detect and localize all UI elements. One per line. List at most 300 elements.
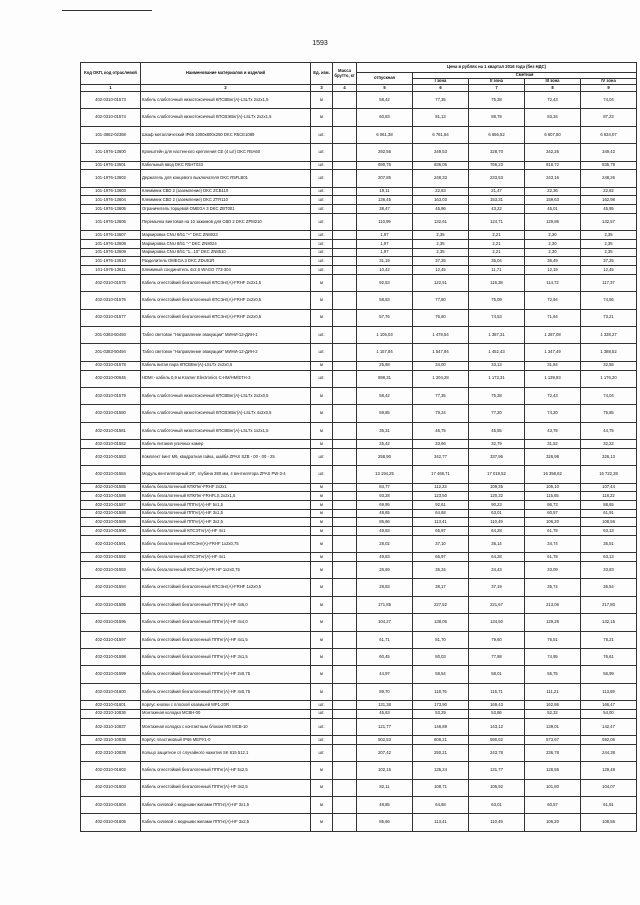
cell-code: 402-0310-01578 [81,361,141,370]
cell-code: 101-1976-13600 [81,144,141,161]
cell-zone-2-price: 34,43 [469,561,525,578]
table-row [81,596,637,613]
cell-mass [333,701,357,710]
table-row [81,326,637,343]
cell-name: Клеммный соединитель 4x2,5 WAGO 773-304 [141,266,311,275]
cell-zone-2-price: 109,35 [469,483,525,492]
table-row [81,274,637,291]
cell-zone-4-price: 104,07 [581,779,637,796]
cell-release-price: 84,77 [357,483,413,492]
cell-zone-2-price: 88,78 [469,109,525,126]
table-row [81,440,637,449]
cell-release-price: 10,42 [357,266,413,275]
cell-code: 402-0310-01603 [81,779,141,796]
cell-unit: м [311,405,333,422]
cell-zone-2-price: 115,71 [469,683,525,700]
cell-zone-4-price: 142,47 [581,718,637,735]
cell-zone-2-price: 243,78 [469,744,525,761]
cell-zone-1-price: 65,97 [413,553,469,562]
cell-zone-3-price: 45,01 [525,205,581,214]
cell-zone-1-price: 836,05 [413,161,469,170]
cell-release-price: 102,15 [357,762,413,779]
cell-mass [333,205,357,214]
cell-name: Держатель для концевого выключателя DKC R5FLB01 [141,170,311,187]
cell-unit: шт. [311,231,333,240]
cell-code: 402-3310-10837 [81,718,141,735]
cell-release-price: 690,76 [357,161,413,170]
cell-name: Маркировка CNU 8/51 "-" DKC ZN8024 [141,239,311,248]
cell-zone-1-price: 64,68 [413,509,469,518]
cell-zone-2-price: 79,60 [469,631,525,648]
table-row [81,239,637,248]
table-row [81,718,637,735]
table-row [81,709,637,718]
cell-code: 402-0310-01604 [81,796,141,813]
table-row [81,213,637,230]
cell-zone-3-price: 60,57 [525,796,581,813]
cell-name: Кабель безгалогенный КПСЭнг(А)-FRHF 1x2x0,75 [141,535,311,552]
cell-release-price: 1 105,03 [357,326,413,343]
cell-zone-3-price: 213,06 [525,596,581,613]
cell-release-price: 58,42 [357,92,413,109]
cell-unit: шт. [311,344,333,361]
cell-release-price: 1,97 [357,248,413,257]
cell-zone-3-price: 2,30 [525,231,581,240]
cell-zone-1-price: 113,41 [413,518,469,527]
table-row [81,614,637,631]
cell-zone-1-price: 37,26 [413,257,469,266]
cell-unit: шт. [311,326,333,343]
cell-unit: шт. [311,126,333,143]
cell-unit: шт. [311,370,333,387]
cell-zone-2-price: 75,09 [469,292,525,309]
table-row [81,205,637,214]
table-row [81,701,637,710]
table-row [81,448,637,465]
cell-mass [333,161,357,170]
cell-zone-3-price: 22,36 [525,187,581,196]
cell-zone-1-price: 608,21 [413,736,469,745]
cell-name: Модуль вентиляторный 19", глубина 380 мм, 4 вентилятора ZPAS PW-3-4 [141,466,311,483]
cell-mass [333,518,357,527]
cell-mass [333,736,357,745]
cell-zone-3-price: 159,63 [525,196,581,205]
cell-name: Монтажная колодка с контактным блоком МО МСВ-10 [141,718,311,735]
cell-release-price: 207,85 [357,170,413,187]
cell-zone-1-price: 112,23 [413,483,469,492]
cell-zone-3-price: 126,55 [525,762,581,779]
cell-unit: м [311,483,333,492]
cell-name: Перемычка винтовая на 10 зажимов для CBD 2 DKC ZPM210 [141,213,311,230]
cell-name: Кабель слаботочный низкотоксичный КПСВВнг(А)-LSLTx 1x2x1,5 [141,422,311,439]
cell-mass [333,492,357,501]
cell-zone-4-price: 132,57 [581,213,637,230]
cell-zone-4-price: 74,04 [581,92,637,109]
cell-code: 402-0310-01597 [81,631,141,648]
cell-zone-4-price: 88,65 [581,501,637,510]
cell-zone-1-price: 118,76 [413,683,469,700]
header-price-title: Цена в рублях на 1 квартал 2016 года (без НДС) [357,63,637,73]
cell-name: Кабель огнестойкий безгалогенный ППГнг(А)-HF 4x1,5 [141,631,311,648]
cell-mass [333,292,357,309]
cell-unit: м [311,553,333,562]
header-code: Код ОКП, код отраслевой [81,63,141,85]
cell-zone-3-price: 33,09 [525,561,581,578]
cell-unit: м [311,683,333,700]
cell-name: Кабель огнестойкий безгалогенный КПСЭнг(А)-FRHF 1x2x0,5 [141,579,311,596]
cell-unit: м [311,796,333,813]
cell-code: 402-0310-01579 [81,387,141,404]
cell-unit: м [311,492,333,501]
cell-release-price: 13 194,25 [357,466,413,483]
cell-code: 402-0310-01587 [81,501,141,510]
cell-release-price: 48,65 [357,509,413,518]
cell-zone-1-price: 38,17 [413,579,469,596]
cell-zone-4-price: 76,61 [581,649,637,666]
cell-code: 101-1976-13606 [81,213,141,230]
cell-release-price: 49,83 [357,553,413,562]
cell-zone-3-price: 12,19 [525,266,581,275]
table-row [81,744,637,761]
table-row [81,109,637,126]
cell-name: Кабель огнестойкий безгалогенный ППГнг(А)-HF 4x6,0 [141,596,311,613]
cell-zone-1-price: 2,35 [413,239,469,248]
cell-zone-2-price: 110,49 [469,518,525,527]
cell-zone-3-price: 72,94 [525,292,581,309]
cell-zone-3-price: 71,64 [525,309,581,326]
cell-name: HDMI - кабель 0,9 м Kramer Electronics C-HM/HM/ETH-3 [141,370,311,387]
column-index: 1 [81,85,141,92]
cell-name: Кабель безгалогенный ППГнг(А)-HF 3x1,5 [141,509,311,518]
cell-release-price: 92,53 [357,274,413,291]
cell-code: 402-0310-01592 [81,553,141,562]
cell-release-price: 1,97 [357,231,413,240]
table-row [81,292,637,309]
cell-zone-2-price: 143,12 [469,718,525,735]
cell-zone-3-price: 74,20 [525,405,581,422]
cell-zone-4-price: 1 176,20 [581,370,637,387]
cell-code: 402-0310-01583 [81,448,141,465]
cell-mass [333,239,357,248]
cell-zone-1-price: 122,51 [413,274,469,291]
cell-code: 101-1976-13603 [81,187,141,196]
cell-zone-3-price: 1 347,49 [525,344,581,361]
cell-release-price: 35,31 [357,422,413,439]
cell-zone-4-price: 61,91 [581,509,637,518]
cell-mass [333,248,357,257]
cell-release-price: 110,99 [357,213,413,230]
cell-zone-4-price: 87,23 [581,109,637,126]
cell-zone-1-price: 349,53 [413,144,469,161]
table-row [81,483,637,492]
cell-mass [333,579,357,596]
cell-zone-4-price: 244,38 [581,744,637,761]
cell-zone-2-price: 17 019,52 [469,466,525,483]
cell-zone-1-price: 2,35 [413,248,469,257]
cell-mass [333,466,357,483]
table-row [81,553,637,562]
cell-zone-3-price: 43,78 [525,422,581,439]
cell-zone-4-price: 1 338,27 [581,326,637,343]
header-zone-3: III зона [525,79,581,85]
cell-unit: м [311,518,333,527]
cell-zone-1-price: 250,21 [413,744,469,761]
cell-zone-2-price: 74,53 [469,309,525,326]
cell-unit: м [311,387,333,404]
cell-code: 402-0310-01602 [81,762,141,779]
cell-zone-1-price: 123,50 [413,492,469,501]
cell-name: Монтажная колодка MCBH-00 [141,709,311,718]
cell-name: Маркировка CNU 8/51 "1...10" DKC ZN8510 [141,248,311,257]
cell-name: Разделитель OMEGA 3 DKC ZDU61R [141,257,311,266]
cell-zone-4-price: 2,35 [581,231,637,240]
cell-zone-2-price: 2,21 [469,239,525,248]
cell-release-price: 171,85 [357,596,413,613]
cell-zone-3-price: 101,80 [525,779,581,796]
table-row [81,814,637,831]
cell-name: Кабель безгалогенный ППГнг(А)-HF 3x2,5 [141,518,311,527]
cell-unit: шт. [311,257,333,266]
cell-zone-4-price: 2,35 [581,248,637,257]
cell-zone-2-price: 221,67 [469,596,525,613]
cell-unit: м [311,596,333,613]
cell-zone-3-price: 139,01 [525,718,581,735]
cell-code: 402-0310-01584 [81,466,141,483]
cell-mass [333,666,357,683]
cell-zone-4-price: 73,21 [581,309,637,326]
cell-name: Кронштейн для настенного крепления CE (4 шт) DKC R5A60 [141,144,311,161]
cell-mass [333,762,357,779]
cell-zone-2-price: 2,21 [469,248,525,257]
cell-release-price: 85,66 [357,518,413,527]
cell-zone-3-price: 55,75 [525,666,581,683]
cell-zone-4-price: 12,45 [581,266,637,275]
table-row [81,518,637,527]
cell-name: Кабель огнестойкий безгалогенный ППГнг(А)-HF 3x2,5 [141,779,311,796]
cell-release-price: 1 157,84 [357,344,413,361]
cell-mass [333,649,357,666]
table-row [81,161,637,170]
cell-zone-1-price: 65,97 [413,527,469,536]
cell-zone-4-price: 56,99 [581,666,637,683]
cell-zone-3-price: 129,28 [525,614,581,631]
cell-release-price: 57,76 [357,309,413,326]
cell-zone-4-price: 63,13 [581,527,637,536]
cell-zone-4-price: 118,22 [581,492,637,501]
table-row [81,492,637,501]
page-number: 1593 [312,40,328,47]
cell-unit: шт. [311,709,333,718]
cell-release-price: 258,90 [357,448,413,465]
cell-mass [333,405,357,422]
cell-mass [333,266,357,275]
cell-unit: шт. [311,701,333,710]
cell-mass [333,387,357,404]
cell-name: Клеммник CBD 2 (заземление) DKC ZCB110 [141,187,311,196]
cell-zone-3-price: 106,20 [525,814,581,831]
cell-zone-2-price: 37,19 [469,579,525,596]
cell-release-price: 502,53 [357,736,413,745]
column-index: 2 [141,85,311,92]
cell-code: 402-0310-01595 [81,596,141,613]
cell-zone-3-price: 342,26 [525,144,581,161]
cell-zone-1-price: 113,41 [413,814,469,831]
cell-zone-1-price: 1 204,28 [413,370,469,387]
cell-name: Комплект винт М6, квадратная гайка, шайба ZPAS SZB - 00 - 00 - 25 [141,448,311,465]
cell-zone-4-price: 16 722,38 [581,466,637,483]
cell-mass [333,744,357,761]
cell-zone-1-price: 79,24 [413,405,469,422]
table-row [81,527,637,536]
cell-name: Кабель огнестойкий безгалогенный ППГнг(А)-HF 5x2,5 [141,762,311,779]
cell-mass [333,614,357,631]
cell-name: Кабель безгалогенный ППГнг(А)-HF 5x1,5 [141,501,311,510]
cell-code: 402-0310-01599 [81,666,141,683]
column-index-row [81,85,637,92]
cell-zone-3-price: 36,49 [525,257,581,266]
cell-code: 201-0383-50493 [81,326,141,343]
table-row [81,683,637,700]
cell-zone-3-price: 2,30 [525,239,581,248]
cell-mass [333,596,357,613]
header-unit: Ед. изм. [311,63,333,85]
cell-zone-1-price: 35,34 [413,561,469,578]
table-row [81,387,637,404]
cell-code: 402-3310-10839 [81,744,141,761]
cell-mass [333,109,357,126]
cell-zone-3-price: 61,78 [525,553,581,562]
cell-zone-3-price: 1 287,08 [525,326,581,343]
cell-zone-1-price: 6 781,84 [413,126,469,143]
table-row [81,266,637,275]
cell-name: Кабель огнестойкий безгалогенный ППГнг(А)-HF 4x0,75 [141,683,311,700]
cell-zone-4-price: 36,54 [581,579,637,596]
cell-release-price: 89,70 [357,683,413,700]
cell-zone-4-price: 108,56 [581,814,637,831]
cell-mass [333,561,357,578]
cell-zone-2-price: 2,21 [469,231,525,240]
cell-unit: шт. [311,448,333,465]
cell-zone-4-price: 44,75 [581,422,637,439]
cell-unit: м [311,561,333,578]
cell-mass [333,361,357,370]
cell-zone-1-price: 138,05 [413,614,469,631]
column-index: 4 [333,85,357,92]
cell-mass [333,779,357,796]
cell-zone-2-price: 131,77 [469,762,525,779]
cell-zone-2-price: 153,31 [469,196,525,205]
cell-mass [333,501,357,510]
cell-zone-2-price: 233,53 [469,170,525,187]
cell-zone-3-price: 129,86 [525,213,581,230]
price-table [80,62,637,832]
cell-mass [333,370,357,387]
cell-zone-3-price: 243,16 [525,170,581,187]
cell-zone-1-price: 80,03 [413,649,469,666]
cell-zone-3-price: 573,67 [525,736,581,745]
cell-zone-4-price: 217,80 [581,596,637,613]
cell-zone-2-price: 33,13 [469,361,525,370]
cell-zone-2-price: 32,79 [469,440,525,449]
table-row [81,361,637,370]
cell-zone-1-price: 227,52 [413,596,469,613]
cell-zone-2-price: 110,49 [469,814,525,831]
cell-zone-4-price: 32,22 [581,440,637,449]
cell-zone-1-price: 77,35 [413,92,469,109]
cell-release-price: 44,97 [357,666,413,683]
cell-zone-1-price: 81,70 [413,631,469,648]
cell-release-price: 61,71 [357,631,413,648]
table-body [81,92,637,832]
cell-name: Кабель огнестойкий безгалогенный КПСЭнг(А)-FRHF 2x2x0,5 [141,309,311,326]
cell-zone-2-price: 1 452,43 [469,344,525,361]
cell-release-price: 136,45 [357,196,413,205]
cell-zone-2-price: 105,92 [469,779,525,796]
table-row [81,501,637,510]
cell-zone-4-price: 78,21 [581,631,637,648]
cell-release-price: 19,11 [357,187,413,196]
cell-zone-2-price: 75,38 [469,92,525,109]
table-row [81,92,637,109]
cell-name: Табло световое "Направление эвакуации" МИНИ-12-ДИН-1 [141,326,311,343]
cell-unit: м [311,579,333,596]
cell-unit: м [311,509,333,518]
cell-name: Кабель питания уличных камер [141,440,311,449]
cell-zone-3-price: 83,34 [525,109,581,126]
cell-mass [333,422,357,439]
cell-zone-3-price: 31,52 [525,440,581,449]
cell-zone-1-price: 92,61 [413,501,469,510]
cell-zone-1-price: 34,00 [413,361,469,370]
cell-mass [333,709,357,718]
cell-zone-4-price: 32,55 [581,361,637,370]
cell-zone-3-price: 2,30 [525,248,581,257]
cell-mass [333,213,357,230]
cell-name: Кабельный ввод DKC R5HT033 [141,161,311,170]
cell-code: 101-1976-13602 [81,170,141,187]
cell-name: Кабель огнестойкий безгалогенный ППГнг(А)-HF 4x4,0 [141,614,311,631]
cell-mass [333,535,357,552]
cell-zone-3-price: 31,84 [525,361,581,370]
cell-release-price: 104,27 [357,614,413,631]
cell-name: Кабель огнестойкий безгалогенный КПСЭнг(А)-FRHF 2x2x1,5 [141,274,311,291]
table-row [81,196,637,205]
cell-name: Кабель слаботочный низкотоксичный КПСВЭВнг(А)-LSLTx 4x2x0,5 [141,405,311,422]
cell-name: Кабель безгалогенный КПКПнг-FRHFLS 2x2x1,5 [141,492,311,501]
cell-zone-1-price: 342,77 [413,448,469,465]
cell-code: 402-3310-10836 [81,709,141,718]
cell-name: Кабель слаботочный низкотоксичный КПСВЭВнг(А)-LSLTx 2x2x1,5 [141,109,311,126]
cell-zone-4-price: 117,37 [581,274,637,291]
cell-name: Кабель безгалогенный КПСЭнг(А)-FR HF 1x2x0,75 [141,561,311,578]
cell-name: Кабель силовой с медными жилами ППГнг(А)-HF 3x2,5 [141,814,311,831]
table-row [81,248,637,257]
cell-name: Кабель огнестойкий безгалогенный ППГнг(А)-HF 3x1,5 [141,649,311,666]
cell-unit: шт. [311,205,333,214]
cell-unit: м [311,501,333,510]
cell-zone-1-price: 12,45 [413,266,469,275]
cell-zone-3-price: 111,21 [525,683,581,700]
cell-unit: шт. [311,187,333,196]
cell-release-price: 58,42 [357,387,413,404]
cell-name: Кабель огнестойкий безгалогенный ППГнг(А)-HF 2x0,75 [141,666,311,683]
cell-zone-1-price: 76,60 [413,309,469,326]
cell-code: 101-1976-13609 [81,248,141,257]
cell-unit: шт. [311,736,333,745]
table-row [81,309,637,326]
header-name: Наименование материалов и изделий [141,63,311,85]
cell-zone-4-price: 33,83 [581,561,637,578]
